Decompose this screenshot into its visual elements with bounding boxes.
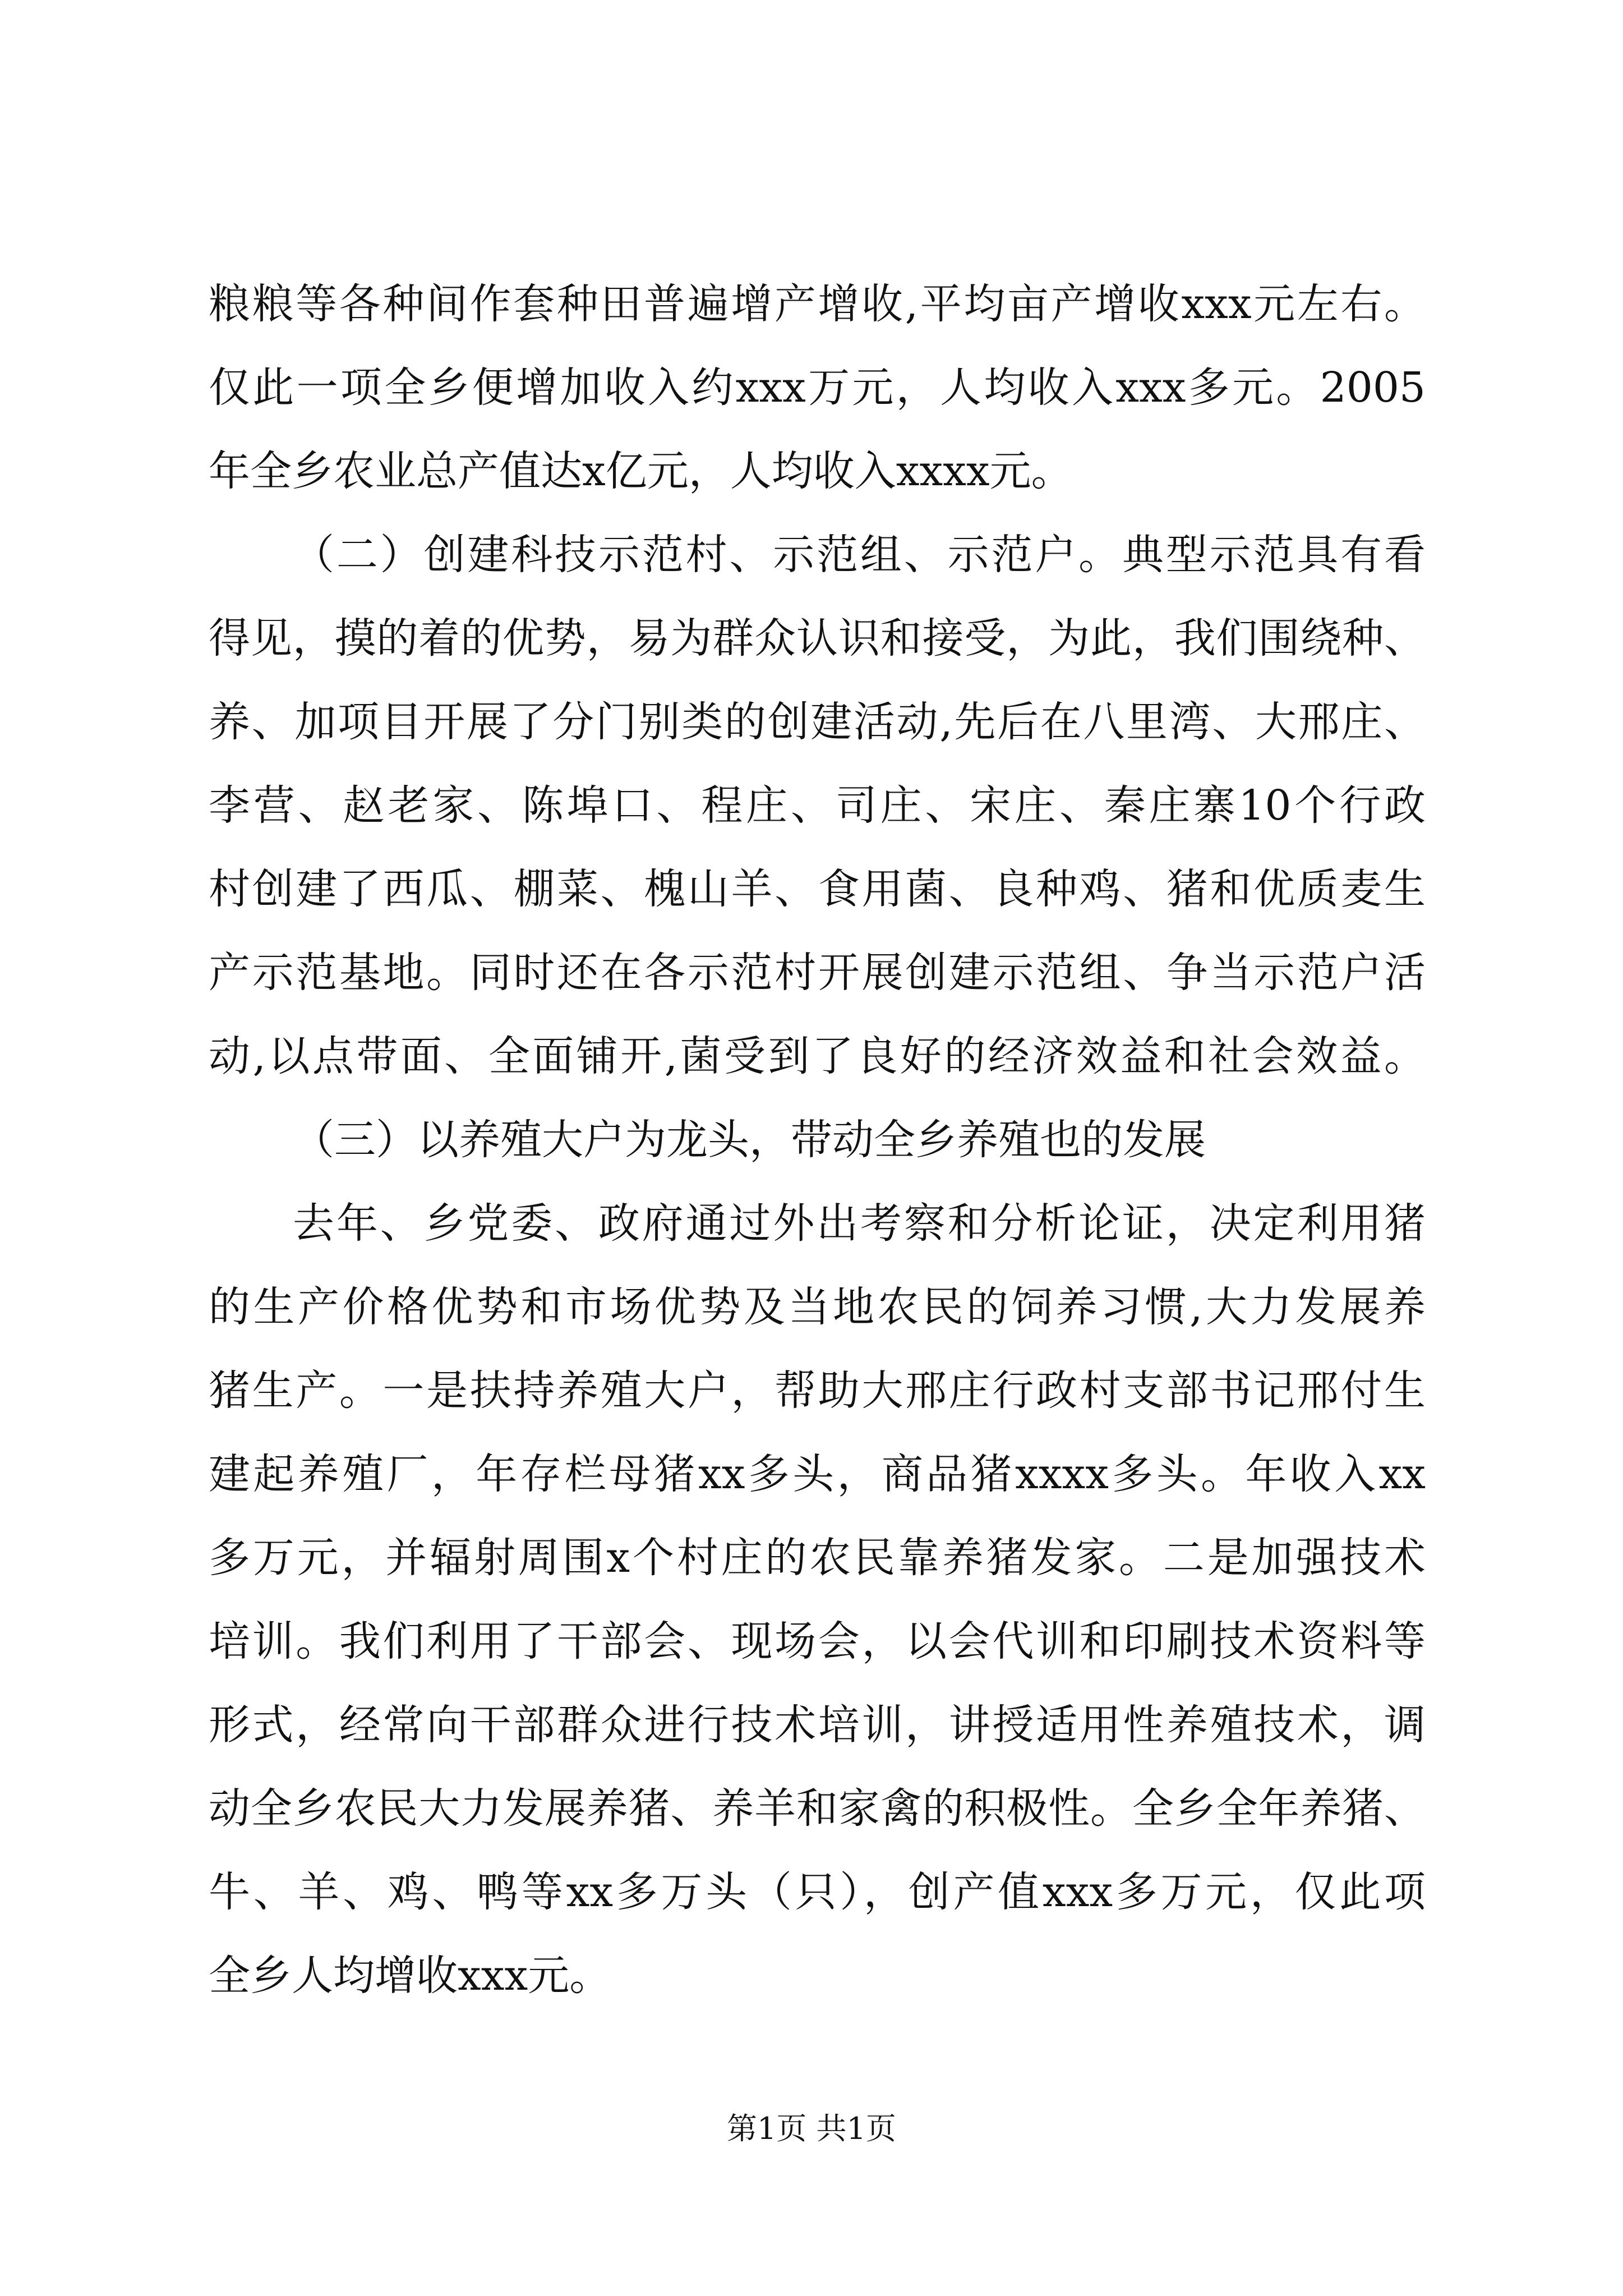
text-line: 粮粮等各种间作套种田普遍增产增收,平均亩产增收xxx元左右。 xyxy=(209,280,1426,328)
text-line: 建起养殖厂，年存栏母猪xx多头，商品猪xxxx多头。年收入xx xyxy=(209,1450,1426,1498)
text-line: 全乡人均增收xxx元。 xyxy=(209,1952,611,2000)
text-line: 的生产价格优势和市场优势及当地农民的饲养习惯,大力发展养 xyxy=(209,1283,1426,1331)
text-line: 形式，经常向干部群众进行技术培训，讲授适用性养殖技术，调 xyxy=(209,1701,1426,1749)
text-line: 去年、乡党委、政府通过外出考察和分析论证，决定利用猪 xyxy=(293,1199,1426,1248)
text-line: （二）创建科技示范村、示范组、示范户。典型示范具有看 xyxy=(293,531,1426,579)
text-line: 年全乡农业总产值达x亿元，人均收入xxxx元。 xyxy=(209,447,1073,495)
text-line: 村创建了西瓜、棚菜、槐山羊、食用菌、良种鸡、猪和优质麦生 xyxy=(209,865,1426,913)
text-line: 牛、羊、鸡、鸭等xx多万头（只），创产值xxx多万元，仅此项 xyxy=(209,1868,1426,1916)
text-line: 得见，摸的着的优势，易为群众认识和接受，为此，我们围绕种、 xyxy=(209,614,1426,662)
document-body xyxy=(209,263,1426,2018)
text-line: 动,以点带面、全面铺开,菌受到了良好的经济效益和社会效益。 xyxy=(209,1032,1426,1080)
page-footer: 第1页 共1页 xyxy=(727,2111,896,2146)
text-line: 养、加项目开展了分门别类的创建活动,先后在八里湾、大邢庄、 xyxy=(209,698,1426,746)
text-line: 培训。我们利用了干部会、现场会，以会代训和印刷技术资料等 xyxy=(209,1617,1426,1665)
text-line: 仅此一项全乡便增加收入约xxx万元，人均收入xxx多元。2005 xyxy=(209,364,1426,412)
text-line: 动全乡农民大力发展养猪、养羊和家禽的积极性。全乡全年养猪、 xyxy=(209,1784,1426,1833)
text-line: 产示范基地。同时还在各示范村开展创建示范组、争当示范户活 xyxy=(209,949,1426,997)
text-line: 多万元，并辐射周围x个村庄的农民靠养猪发家。二是加强技术 xyxy=(209,1534,1426,1582)
text-line: 李营、赵老家、陈埠口、程庄、司庄、宋庄、秦庄寨10个行政 xyxy=(209,781,1426,830)
section-heading: （三）以养殖大户为龙头，带动全乡养殖也的发展 xyxy=(293,1116,1206,1164)
text-line: 猪生产。一是扶持养殖大户，帮助大邢庄行政村支部书记邢付生 xyxy=(209,1366,1426,1415)
